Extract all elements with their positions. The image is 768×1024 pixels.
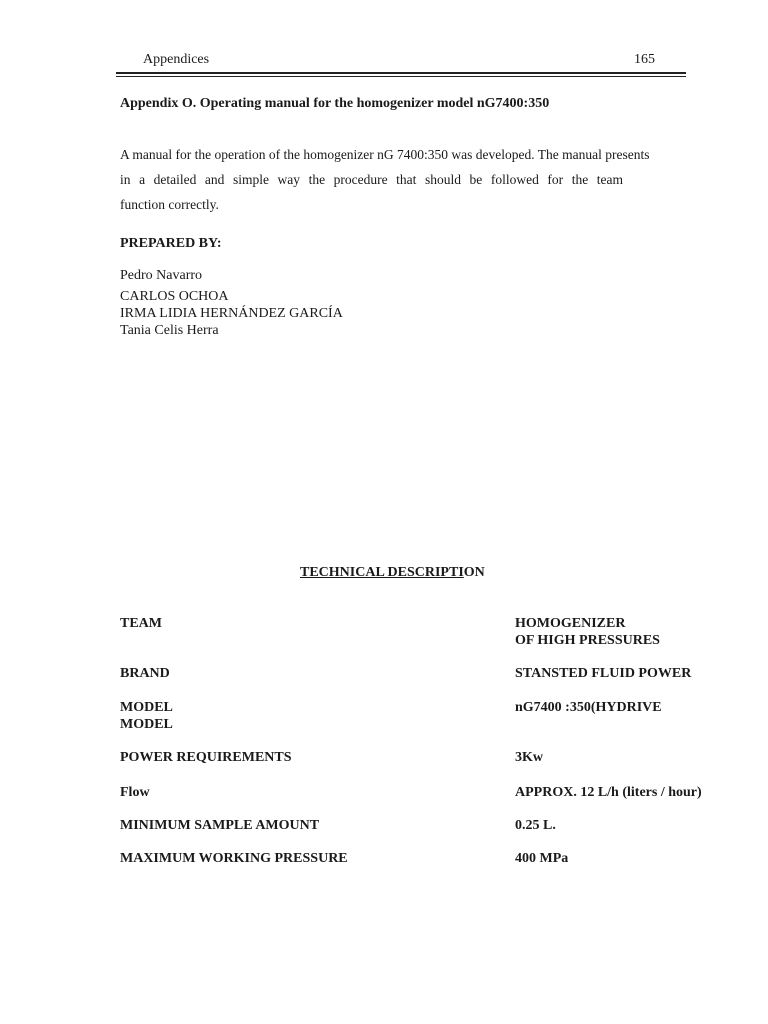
spec-value-line: 0.25 L. xyxy=(515,818,556,833)
spec-value-line: APPROX. 12 L/h (liters / hour) xyxy=(515,785,702,800)
spec-value xyxy=(515,699,662,716)
spec-value xyxy=(515,817,556,834)
spec-label-line: MODEL xyxy=(120,717,173,732)
technical-description-heading xyxy=(300,565,485,581)
running-head-section: Appendices xyxy=(143,52,210,67)
author-list xyxy=(120,267,343,339)
spec-value-line: HOMOGENIZER xyxy=(515,616,626,631)
intro-line: in a detailed and simple way the procedure that should be followed for the team xyxy=(120,172,623,187)
spec-value xyxy=(515,665,691,682)
spec-label xyxy=(120,615,162,632)
spec-value-line: 3Kw xyxy=(515,750,543,765)
heading-underlined-part: TECHNICAL DESCRIPTI xyxy=(300,565,464,580)
spec-label-line: MODEL xyxy=(120,700,173,715)
spec-value-line: 400 MPa xyxy=(515,851,569,866)
prepared-by-heading: PREPARED BY: xyxy=(120,236,222,251)
spec-value-line: OF HIGH PRESSURES xyxy=(515,633,660,648)
spec-value xyxy=(515,850,568,867)
page-number: 165 xyxy=(634,52,655,67)
spec-label xyxy=(120,850,348,867)
header-rule-thin xyxy=(116,76,686,77)
author-name: Pedro Navarro xyxy=(120,268,203,283)
spec-label-line: MINIMUM SAMPLE AMOUNT xyxy=(120,818,320,833)
author-name: Tania Celis Herra xyxy=(120,323,219,338)
spec-value xyxy=(515,615,660,649)
spec-value xyxy=(515,784,702,801)
heading-plain-part: ON xyxy=(463,565,485,580)
spec-label xyxy=(120,665,170,682)
header-rule-thick xyxy=(116,72,686,74)
spec-label-line: POWER REQUIREMENTS xyxy=(120,750,292,765)
intro-line: A manual for the operation of the homogenizer nG 7400:350 was developed. The manual presents xyxy=(120,147,650,162)
appendix-title: Appendix O. Operating manual for the homogenizer model nG7400:350 xyxy=(120,96,550,111)
spec-value xyxy=(515,749,543,766)
author-name: IRMA LIDIA HERNÁNDEZ GARCÍA xyxy=(120,306,343,321)
spec-label-line: Flow xyxy=(120,785,150,800)
spec-label-line: BRAND xyxy=(120,666,170,681)
spec-label xyxy=(120,749,292,766)
spec-value-line: nG7400 :350(HYDRIVE xyxy=(515,700,662,715)
spec-label xyxy=(120,699,173,733)
spec-label-line: TEAM xyxy=(120,616,162,631)
intro-line: function correctly. xyxy=(120,197,219,212)
spec-label-line: MAXIMUM WORKING PRESSURE xyxy=(120,851,348,866)
spec-label xyxy=(120,784,150,801)
spec-label xyxy=(120,817,319,834)
intro-paragraph xyxy=(120,145,660,220)
spec-value-line: STANSTED FLUID POWER xyxy=(515,666,692,681)
author-name: CARLOS OCHOA xyxy=(120,289,229,304)
